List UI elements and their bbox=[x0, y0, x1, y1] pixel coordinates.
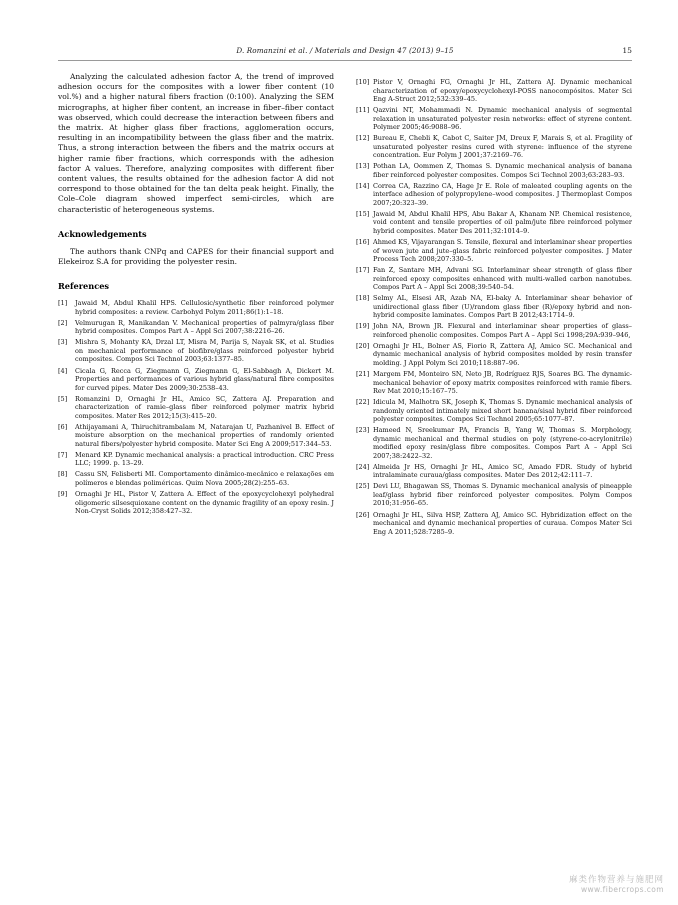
references-heading: References bbox=[58, 281, 110, 292]
reference-item bbox=[356, 78, 632, 104]
watermark-site-name: 麻类作物营养与施肥网 bbox=[568, 875, 664, 885]
reference-item bbox=[356, 342, 632, 368]
reference-number: [21] bbox=[356, 370, 370, 379]
reference-number: [4] bbox=[58, 366, 68, 375]
reference-item bbox=[58, 367, 334, 393]
reference-text: Selmy AL, Elsesi AR, Azab NA, El-baky A. Interlaminar shear behavior of unidirectional glass fiber (U)/random glass fiber (R)/epoxy hybrid and non-hybrid composite laminates. Compos Part B 2012;43:1714–9. bbox=[373, 294, 632, 320]
reference-item bbox=[58, 490, 334, 516]
reference-number: [15] bbox=[356, 209, 370, 218]
reference-number: [14] bbox=[356, 181, 370, 190]
reference-number: [11] bbox=[356, 106, 370, 115]
reference-number: [13] bbox=[356, 162, 370, 171]
left-column bbox=[58, 72, 334, 539]
acknowledgements-heading: Acknowledgements bbox=[58, 228, 147, 239]
reference-text: Correa CA, Razzino CA, Hage Jr E. Role of maleated coupling agents on the interface adhesion of polypropylene–wood composites. J Thermoplast Compos 2007;20:323–39. bbox=[373, 181, 632, 207]
reference-number: [17] bbox=[356, 266, 370, 275]
reference-text: Mishra S, Mohanty KA, Drzal LT, Misra M, Parija S, Nayak SK, et al. Studies on mechanical performance of biofibre/glass reinforced polyester hybrid composites. Compos Sci Technol 2003;63:1377–85. bbox=[75, 338, 334, 364]
reference-number: [5] bbox=[58, 394, 68, 403]
reference-text: Ornaghi Jr HL, Pistor V, Zattera A. Effect of the epoxycyclohexyl polyhedral oligomeric silsesquioxane content on the dynamic fragility of an epoxy resin. J Non-Cryst Solids 2012;358:427–32. bbox=[75, 490, 334, 515]
reference-item bbox=[58, 470, 334, 487]
reference-text: Almeida Jr HS, Ornaghi Jr HL, Amico SC, Amado FDR. Study of hybrid intralaminate curaua/glass composites. Mater Des 2012;42:111–7. bbox=[373, 462, 632, 480]
reference-text: Cassu SN, Felisberti MI. Comportamento dinâmico-mecânico e relaxações em polímeros e blendas poliméricas. Quim Nova 2005;28(2):255–63. bbox=[75, 470, 334, 487]
two-column-layout bbox=[58, 72, 632, 539]
reference-item bbox=[356, 210, 632, 236]
reference-text: Jawaid M, Abdul Khalil HPS. Cellulosic/synthetic fiber reinforced polymer hybrid composites: a review. Carbohyd Polym 2011;86(1):1–18. bbox=[75, 299, 334, 316]
reference-item bbox=[356, 482, 632, 508]
page-header bbox=[58, 46, 632, 55]
reference-item bbox=[58, 395, 334, 421]
reference-number: [6] bbox=[58, 422, 68, 431]
reference-item bbox=[58, 299, 334, 316]
reference-text: Bureau E, Chebli K, Cabot C, Saiter JM, Dreux F, Marais S, et al. Fragility of unsaturated polyester resins cured with styrene: influence of the styrene concentration. Eur Polym J 2001;37:2169–76. bbox=[373, 134, 632, 160]
reference-number: [19] bbox=[356, 322, 370, 331]
reference-item bbox=[356, 463, 632, 480]
acknowledgements-paragraph: The authors thank CNPq and CAPES for their financial support and Elekeiroz S.A for providing the polyester resin. bbox=[58, 246, 334, 267]
reference-item bbox=[356, 511, 632, 537]
reference-number: [12] bbox=[356, 134, 370, 143]
reference-text: Fan Z, Santare MH, Advani SG. Interlaminar shear strength of glass fiber reinforced epoxy composites enhanced with multi-walled carbon nanotubes. Compos Part A – Appl Sci 2008;39:540–54. bbox=[373, 266, 632, 292]
reference-list-left bbox=[58, 299, 334, 515]
reference-item bbox=[58, 451, 334, 468]
reference-item bbox=[58, 319, 334, 336]
reference-text: Devi LU, Bhagawan SS, Thomas S. Dynamic mechanical analysis of pineapple leaf/glass hybrid fiber reinforced polyester composites. Polym Compos 2010;31:956–65. bbox=[373, 482, 632, 508]
reference-item bbox=[58, 423, 334, 449]
watermark bbox=[569, 875, 664, 895]
reference-item bbox=[356, 426, 632, 460]
reference-item bbox=[356, 134, 632, 160]
reference-number: [10] bbox=[356, 78, 370, 86]
header-rule bbox=[58, 60, 632, 61]
reference-number: [16] bbox=[356, 238, 370, 247]
reference-list-right bbox=[356, 78, 632, 536]
reference-text: Menard KP. Dynamic mechanical analysis: a practical introduction. CRC Press LLC; 1999. p. 13–29. bbox=[75, 450, 334, 468]
running-title: D. Romanzini et al. / Materials and Design 47 (2013) 9–15 bbox=[236, 46, 454, 55]
reference-text: Pothan LA, Oommen Z, Thomas S. Dynamic mechanical analysis of banana fiber reinforced polyester composites. Compos Sci Technol 2003;63:283–93. bbox=[373, 162, 632, 179]
reference-number: [1] bbox=[58, 299, 68, 308]
reference-number: [20] bbox=[356, 341, 370, 350]
reference-item bbox=[356, 162, 632, 179]
reference-text: Margem FM, Monteiro SN, Neto JB, Rodríguez RJS, Soares BG. The dynamic-mechanical behavior of epoxy matrix composites reinforced with ramie fibers. Rev Mat 2010;15:167–75. bbox=[373, 370, 632, 396]
reference-text: Pistor V, Ornaghi FG, Ornaghi Jr HL, Zattera AJ. Dynamic mechanical characterization of epoxy/epoxycyclohexyl-POSS nanocompósitos. Mater Sci Eng A-Struct 2012;532:339–45. bbox=[373, 78, 632, 103]
reference-number: [9] bbox=[58, 490, 68, 498]
reference-number: [2] bbox=[58, 318, 68, 327]
reference-text: Ornaghi Jr HL, Bolner AS, Fiorio R, Zattera AJ, Amico SC. Mechanical and dynamic mechanical analysis of hybrid composites molded by resin transfer molding. J Appl Polym Sci 2010;118:887–96. bbox=[373, 341, 632, 367]
reference-number: [7] bbox=[58, 450, 68, 459]
watermark-url: www.fibercrops.com bbox=[580, 885, 664, 894]
reference-text: Ornaghi Jr HL, Silva HSP, Zattera AJ, Amico SC. Hybridization effect on the mechanical and dynamic mechanical properties of curaua. Compos Mater Sci Eng A 2011;528:7285–9. bbox=[373, 510, 632, 536]
reference-text: Velmurugan R, Manikandan V. Mechanical properties of palmyra/glass fiber hybrid composites. Compos Part A – Appl Sci 2007;38:2216–26. bbox=[75, 318, 334, 336]
reference-text: Hameed N, Sreekumar PA, Francis B, Yang W, Thomas S. Morphology, dynamic mechanical and thermal studies on poly (styrene-co-acrylonitrile) modified epoxy resin/glass fibre composites. Compos Part A – Appl Sci 2007;38:2422–32. bbox=[373, 426, 632, 460]
reference-item bbox=[356, 322, 632, 339]
reference-item bbox=[356, 106, 632, 132]
conclusion-paragraph: Analyzing the calculated adhesion factor A, the trend of improved adhesion occurs for the composites with a lower fiber content (10 vol.%) and a higher natural fibers fraction (0:100). Analyzing the SEM micrographs, at higher fiber content, an increase in fiber–fiber contact was observed, which could decrease the interaction between fibers and the matrix. At higher glass fiber fractions, agglomeration occurs, resulting in an incompatibility between the glass fiber and the matrix. Thus, a strong interaction between the fibers and the matrix occurs at higher ramie fiber fractions, which corresponds with the adhesion factor A values. Therefore, analyzing composites with different fiber content values, the results obtained for the adhesion factor A did not correspond to those obtained for the tan delta peak height. Finally, the Cole–Cole diagram showed imperfect semi-circles, which are characteristic of heterogeneous systems. bbox=[58, 72, 334, 214]
page-number: 15 bbox=[622, 46, 632, 55]
reference-number: [26] bbox=[356, 510, 370, 519]
reference-item bbox=[356, 370, 632, 396]
reference-text: Ahmed KS, Vijayarangan S. Tensile, flexural and interlaminar shear properties of woven jute and jute–glass fabric reinforced polyester composites. J Mater Process Tech 2008;207:330–5. bbox=[373, 238, 632, 264]
reference-number: [25] bbox=[356, 482, 370, 491]
reference-number: [3] bbox=[58, 338, 68, 347]
reference-item bbox=[356, 266, 632, 292]
right-column bbox=[356, 72, 632, 539]
reference-text: Idicula M, Malhotra SK, Joseph K, Thomas S. Dynamic mechanical analysis of randomly oriented intimately mixed short banana/sisal hybrid fiber reinforced polyester composites. Compos Sci Technol 2005;65:1077–87. bbox=[373, 398, 632, 424]
reference-text: Cicala G, Recca G, Ziegmann G, Ziegmann G, El-Sabbagh A, Dickert M. Properties and performances of various hybrid glass/natural fibre composites for curved pipes. Mater Des 2009;30:2538–43. bbox=[75, 366, 334, 392]
reference-number: [8] bbox=[58, 470, 68, 479]
reference-text: Qazvini NT, Mohammadi N. Dynamic mechanical analysis of segmental relaxation in unsaturated polyester resin networks: effect of styrene content. Polymer 2005;46:9088–96. bbox=[373, 106, 632, 132]
reference-item bbox=[356, 398, 632, 424]
reference-text: John NA, Brown JR. Flexural and interlaminar shear properties of glass–reinforced phenolic composites. Compos Part A – Appl Sci 1998;29A:939–946, bbox=[373, 322, 632, 339]
reference-item bbox=[356, 238, 632, 264]
reference-number: [23] bbox=[356, 426, 370, 435]
reference-text: Athijayamani A, Thiruchitrambalam M, Natarajan U, Pazhanivel B. Effect of moisture absorption on the mechanical properties of randomly oriented natural fibers/polyester hybrid composite. Mater Sci Eng A 2009;517:344–53. bbox=[75, 422, 334, 448]
reference-number: [18] bbox=[356, 294, 370, 303]
reference-item bbox=[356, 182, 632, 208]
reference-text: Romanzini D, Ornaghi Jr HL, Amico SC, Zattera AJ. Preparation and characterization of ramie–glass fiber reinforced polymer matrix hybrid composites. Mater Res 2012;15(3):415–20. bbox=[75, 394, 334, 420]
reference-text: Jawaid M, Abdul Khalil HPS, Abu Bakar A, Khanam NP. Chemical resistence, void content and tensile properties of oil palm/jute fibre reinforced polymer hybrid composites. Mater Des 2011;32:1014–9. bbox=[373, 209, 632, 235]
reference-item bbox=[356, 294, 632, 320]
reference-item bbox=[58, 338, 334, 364]
reference-number: [22] bbox=[356, 398, 370, 407]
reference-number: [24] bbox=[356, 462, 370, 471]
